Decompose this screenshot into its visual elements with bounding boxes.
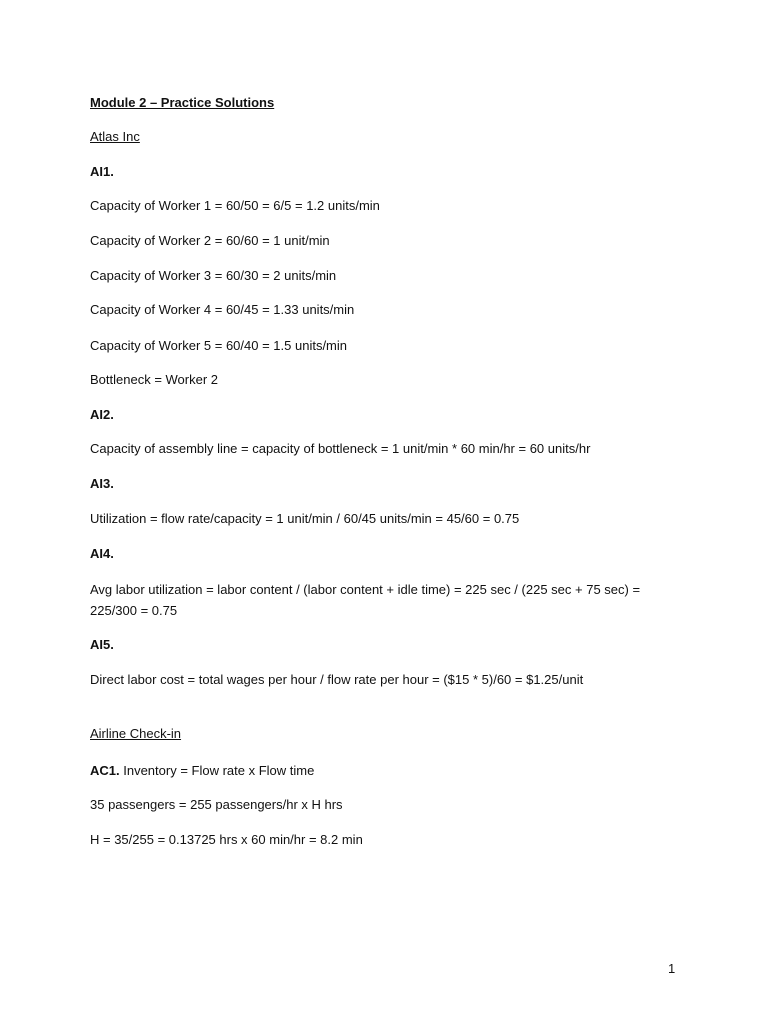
answer-paragraph: Avg labor utilization = labor content / (labor content + idle time) = 225 sec / (225 sec + 75 sec) = 225/300 = 0.75 bbox=[90, 582, 641, 618]
answer-line: Direct labor cost = total wages per hour / flow rate per hour = ($15 * 5)/60 = $1.25/unit bbox=[90, 672, 584, 687]
section-heading-airline: Airline Check-in bbox=[90, 726, 182, 741]
answer-line: Capacity of Worker 2 = 60/60 = 1 unit/min bbox=[90, 233, 330, 248]
answer-line: Capacity of Worker 1 = 60/50 = 6/5 = 1.2 units/min bbox=[90, 198, 380, 213]
question-label-ai1: AI1. bbox=[90, 164, 114, 179]
answer-line: Bottleneck = Worker 2 bbox=[90, 372, 219, 387]
answer-line: Capacity of assembly line = capacity of bottleneck = 1 unit/min * 60 min/hr = 60 units/hr bbox=[90, 441, 591, 456]
page-number: 1 bbox=[668, 961, 676, 976]
answer-text: Inventory = Flow rate x Flow time bbox=[119, 763, 315, 778]
answer-line: Utilization = flow rate/capacity = 1 unit/min / 60/45 units/min = 45/60 = 0.75 bbox=[90, 511, 520, 526]
document-title: Module 2 – Practice Solutions bbox=[90, 95, 275, 110]
answer-line-ac1 bbox=[90, 763, 314, 779]
question-label-ai2: AI2. bbox=[90, 407, 114, 422]
question-label-ai3: AI3. bbox=[90, 476, 114, 491]
question-label-ai5: AI5. bbox=[90, 637, 114, 652]
question-label-ac1: AC1. bbox=[90, 763, 120, 778]
answer-line: Capacity of Worker 4 = 60/45 = 1.33 units/min bbox=[90, 302, 355, 317]
question-label-ai4: AI4. bbox=[90, 546, 114, 561]
answer-line: Capacity of Worker 5 = 60/40 = 1.5 units/min bbox=[90, 338, 348, 353]
answer-line: 35 passengers = 255 passengers/hr x H hrs bbox=[90, 797, 343, 812]
answer-line: Capacity of Worker 3 = 60/30 = 2 units/min bbox=[90, 268, 337, 283]
section-heading-atlas: Atlas Inc bbox=[90, 129, 140, 144]
answer-line: H = 35/255 = 0.13725 hrs x 60 min/hr = 8.2 min bbox=[90, 832, 363, 847]
